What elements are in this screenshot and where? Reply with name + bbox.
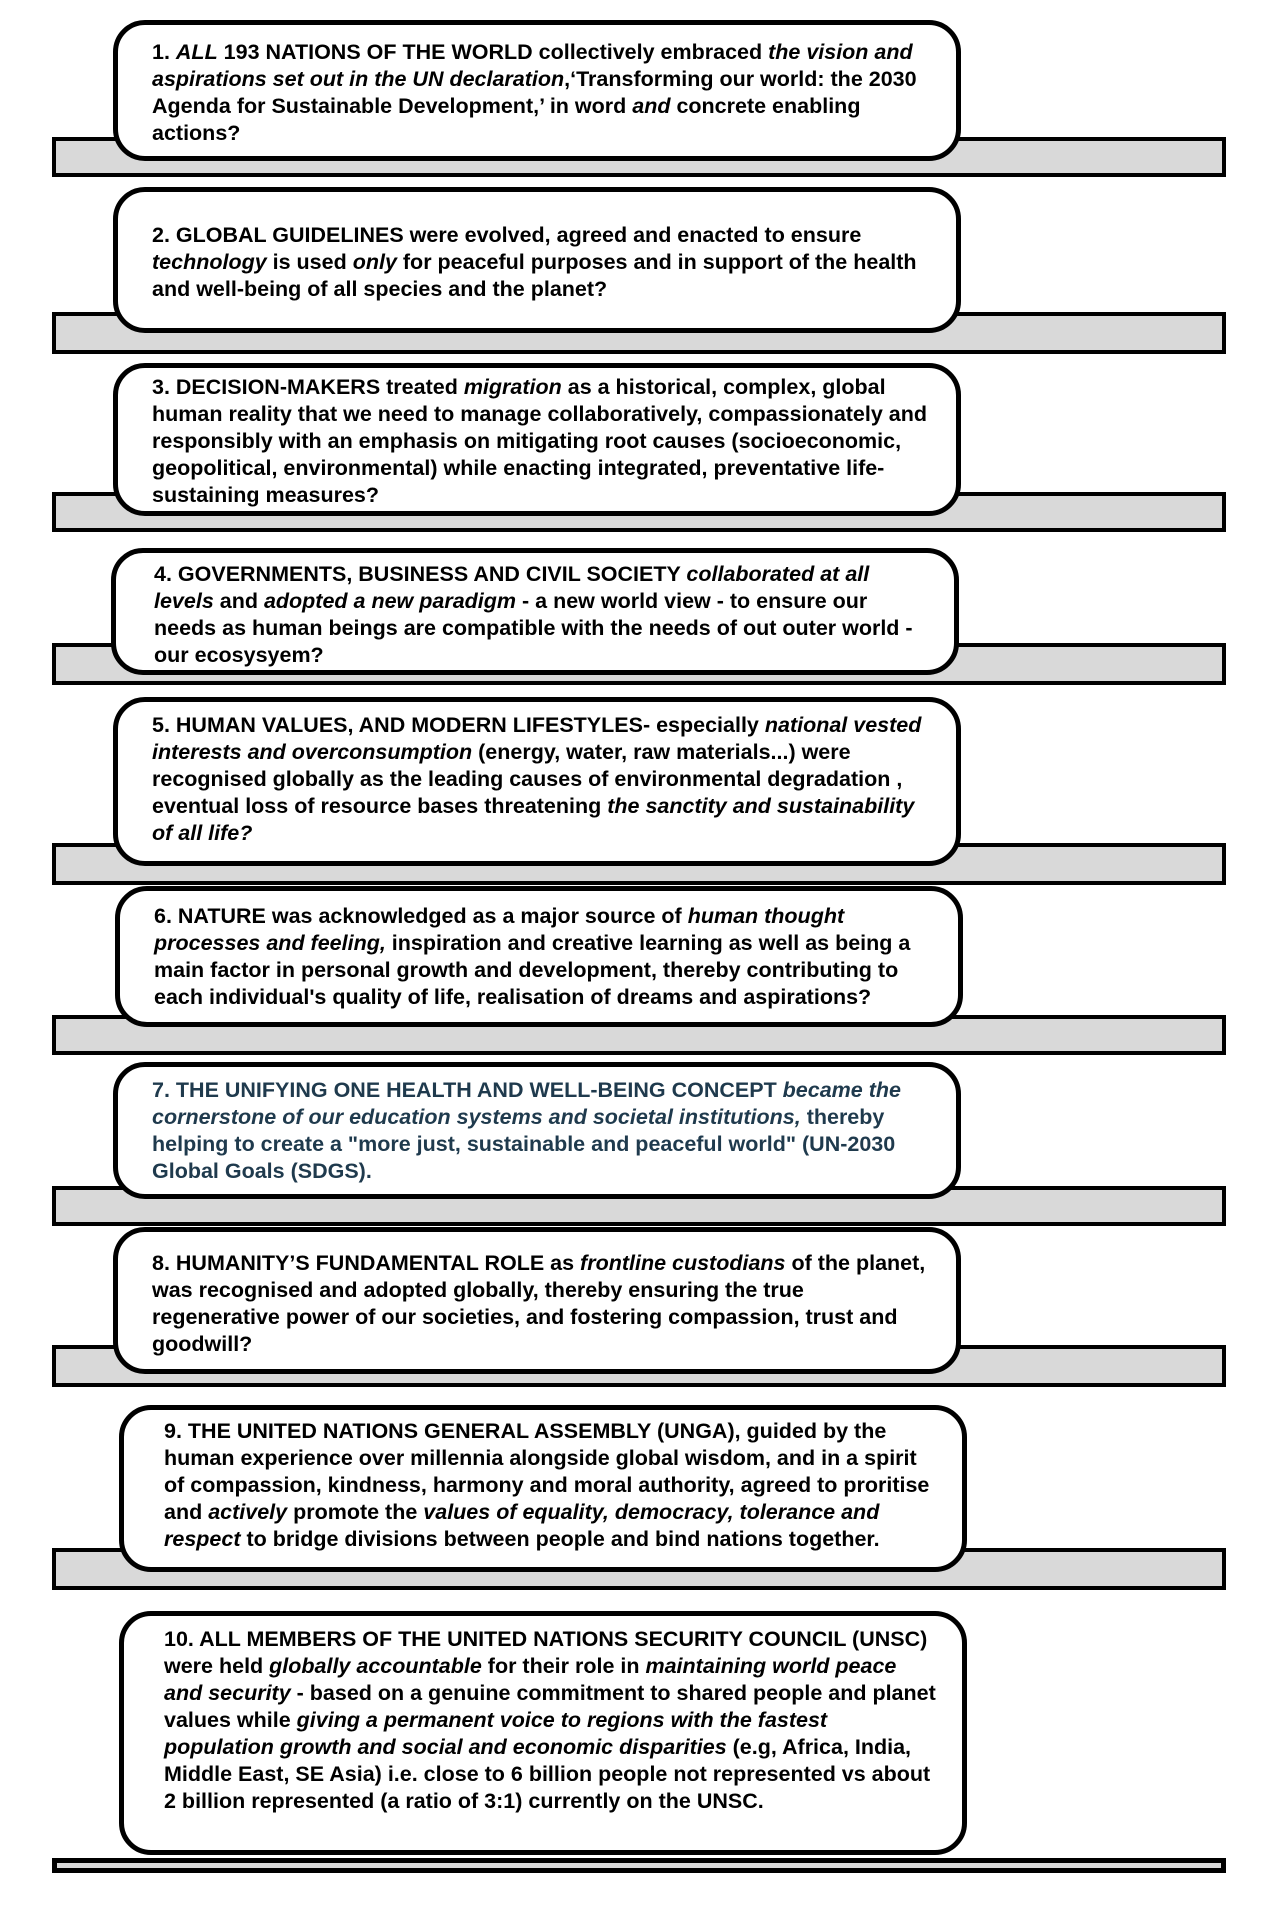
text-run: 4. GOVERNMENTS, BUSINESS AND CIVIL SOCIETY xyxy=(154,562,687,586)
question-text xyxy=(154,903,936,1011)
emphasis-text: technology xyxy=(152,250,267,274)
emphasis-text: human thought processes and feeling, xyxy=(154,904,845,955)
emphasis-text: adopted a new paradigm xyxy=(263,589,517,613)
question-text xyxy=(152,712,934,847)
question-box-10 xyxy=(119,1611,967,1855)
emphasis-text: migration xyxy=(463,375,562,399)
text-run: for peaceful purposes and in support of the health and well-being of all species and the planet? xyxy=(152,250,917,301)
text-run: - a new world view - to ensure our needs as human beings are compatible with the needs of out outer world - our ecosysyem? xyxy=(154,589,913,667)
emphasis-text: actively xyxy=(208,1500,288,1524)
emphasis-text: the sanctity and sustainability of all life? xyxy=(152,794,915,845)
text-run: - based on a genuine commitment to shared people and planet values while xyxy=(164,1681,936,1732)
question-text xyxy=(154,561,932,669)
question-box-8 xyxy=(113,1227,961,1374)
question-box-7 xyxy=(113,1062,961,1199)
text-run: 5. HUMAN VALUES, AND MODERN LIFESTYLES- especially xyxy=(152,713,765,737)
text-run: promote the xyxy=(287,1500,424,1524)
question-box-5 xyxy=(113,697,961,866)
emphasis-text: national vested interests and overconsumption xyxy=(152,713,922,764)
text-run: ,‘Transforming our world: the 2030 Agenda for Sustainable Development,’ in word xyxy=(152,67,917,118)
emphasis-text: giving a permanent voice to regions with the fastest population growth and social and economic disparities xyxy=(164,1708,828,1759)
question-text xyxy=(164,1626,940,1815)
emphasis-text: only xyxy=(352,250,397,274)
text-run: 2. GLOBAL GUIDELINES were evolved, agreed and enacted to ensure xyxy=(152,223,862,247)
question-text xyxy=(152,1077,934,1185)
question-box-3 xyxy=(113,363,961,516)
question-box-6 xyxy=(115,886,963,1027)
text-run: of the planet, was recognised and adopted globally, thereby ensuring the true regenerative power of our societies, and fostering compassion, trust and goodwill? xyxy=(152,1251,926,1356)
question-box-2 xyxy=(113,187,961,333)
text-run: to bridge divisions between people and bind nations together. xyxy=(240,1527,880,1551)
text-run: for their role in xyxy=(481,1654,646,1678)
question-box-9 xyxy=(119,1405,967,1572)
text-run: 8. HUMANITY’S FUNDAMENTAL ROLE as xyxy=(152,1251,581,1275)
text-run: 7. THE UNIFYING ONE HEALTH AND WELL-BEING CONCEPT xyxy=(152,1078,783,1102)
emphasis-text: the vision and aspirations set out in the UN declaration xyxy=(152,40,913,91)
emphasis-text: ALL xyxy=(175,40,218,64)
text-run: 1. xyxy=(152,40,176,64)
text-run: (energy, water, raw materials...) were recognised globally as the leading causes of environmental degradation , eventual loss of resource bases threatening xyxy=(152,740,903,818)
emphasis-text: frontline custodians xyxy=(580,1251,786,1275)
text-run: 3. DECISION-MAKERS treated xyxy=(152,375,464,399)
text-run: (e.g, Africa, India, Middle East, SE Asia) i.e. close to 6 billion people not represented vs about 2 billion represented (a ratio of 3:1) currently on the UNSC. xyxy=(164,1735,931,1813)
text-run: 9. THE UNITED NATIONS GENERAL ASSEMBLY (UNGA), guided by the human experience over millennia alongside global wisdom, and in a spirit of compassion, kindness, harmony and moral authority, agreed to proritise and xyxy=(164,1419,930,1524)
bar-10 xyxy=(52,1858,1226,1873)
emphasis-text: collaborated at all levels xyxy=(154,562,870,613)
question-text xyxy=(164,1418,940,1553)
text-run: and xyxy=(213,589,264,613)
text-run: inspiration and creative learning as well as being a main factor in personal growth and development, thereby contributing to each individual's quality of life, realisation of dreams and aspirations? xyxy=(154,931,911,1009)
text-run: 6. NATURE was acknowledged as a major source of xyxy=(154,904,688,928)
text-run: thereby helping to create a "more just, sustainable and peaceful world" (UN-2030 Global Goals (SDGS). xyxy=(152,1105,896,1183)
question-text xyxy=(152,39,934,147)
question-box-1 xyxy=(113,20,961,161)
question-text xyxy=(152,222,934,303)
text-run: is used xyxy=(266,250,353,274)
question-text xyxy=(152,374,934,509)
emphasis-text: and xyxy=(632,94,671,118)
text-run: concrete enabling actions? xyxy=(152,94,861,145)
emphasis-text: maintaining world peace and security xyxy=(164,1654,897,1705)
question-text xyxy=(152,1250,934,1358)
question-box-4 xyxy=(111,548,959,675)
emphasis-text: values of equality, democracy, tolerance and respect xyxy=(164,1500,880,1551)
emphasis-text: became the cornerstone of our education systems and societal institutions, xyxy=(152,1078,901,1129)
text-run: 10. ALL MEMBERS OF THE UNITED NATIONS SECURITY COUNCIL (UNSC) were held xyxy=(164,1627,928,1678)
emphasis-text: globally accountable xyxy=(269,1654,482,1678)
text-run: 193 NATIONS OF THE WORLD collectively embraced xyxy=(217,40,769,64)
text-run: as a historical, complex, global human reality that we need to manage collaboratively, compassionately and responsibly with an emphasis on mitigating root causes (socioeconomic, geopolitical, environmental) while enacting integrated, preventative life-sustaining measures? xyxy=(152,375,928,507)
